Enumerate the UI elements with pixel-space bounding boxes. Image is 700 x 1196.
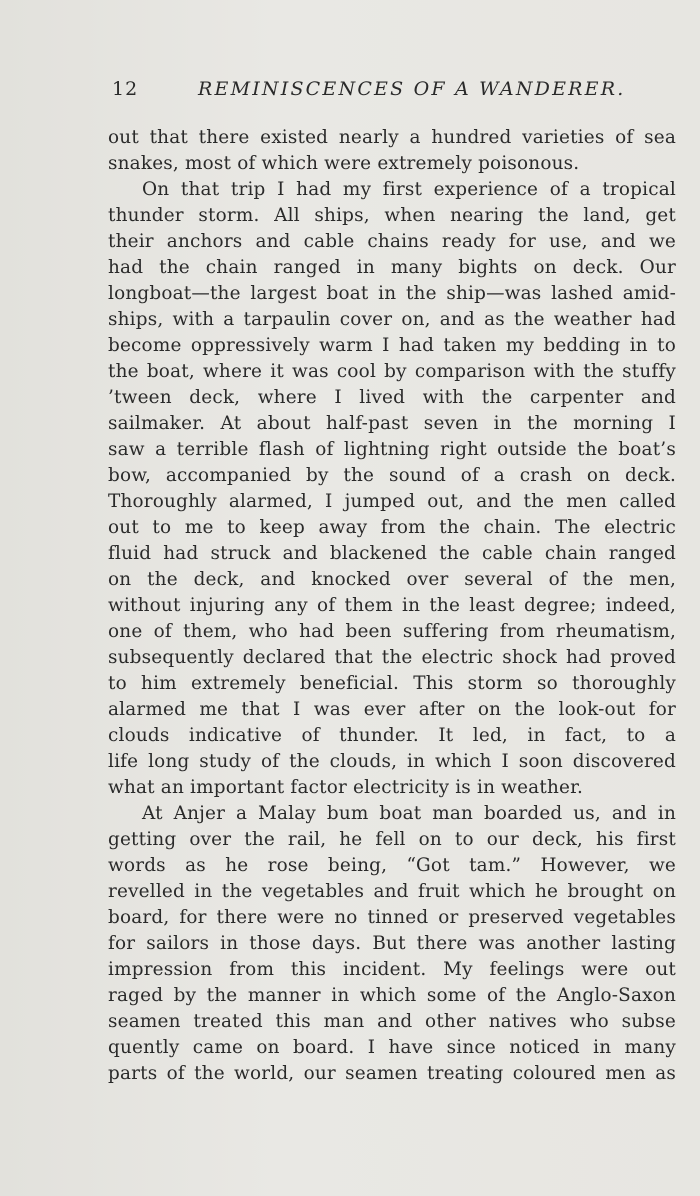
- text-line: bow, accompanied by the sound of a crash on deck.: [108, 465, 676, 486]
- text-line: their anchors and cable chains ready for use, and we: [108, 231, 676, 252]
- text-line: getting over the rail, he fell on to our deck, his first: [108, 829, 676, 850]
- text-line: fluid had struck and blackened the cable chain ranged: [108, 543, 676, 564]
- text-line: on the deck, and knocked over several of the men,: [108, 569, 676, 590]
- text-line: become oppressively warm I had taken my bedding in to: [108, 335, 676, 356]
- text-line: clouds indicative of thunder. It led, in fact, to a: [108, 725, 676, 746]
- text-line: out that there existed nearly a hundred varieties of sea: [108, 127, 676, 148]
- text-line: impression from this incident. My feelings were out: [108, 959, 676, 980]
- text-line: ’tween deck, where I lived with the carpenter and: [108, 387, 676, 408]
- running-title: REMINISCENCES OF A WANDERER.: [198, 78, 626, 100]
- text-line: Thoroughly alarmed, I jumped out, and the men called: [108, 491, 676, 512]
- text-line: what an important factor electricity is in weather.: [108, 777, 584, 798]
- text-line: out to me to keep away from the chain. The electric: [108, 517, 676, 538]
- text-line: for sailors in those days. But there was another lasting: [108, 933, 676, 954]
- text-line: At Anjer a Malay bum boat man boarded us, and in: [142, 803, 676, 824]
- text-line: board, for there were no tinned or preserved vegetables: [108, 907, 676, 928]
- running-head: [112, 78, 672, 108]
- text-line: longboat—the largest boat in the ship—was lashed amid-: [108, 283, 676, 304]
- text-line: sailmaker. At about half-past seven in the morning I: [108, 413, 676, 434]
- text-line: saw a terrible flash of lightning right outside the boat’s: [108, 439, 676, 460]
- text-line: to him extremely beneficial. This storm so thoroughly: [108, 673, 676, 694]
- text-line: without injuring any of them in the least degree; indeed,: [108, 595, 676, 616]
- text-line: one of them, who had been suffering from rheumatism,: [108, 621, 676, 642]
- text-line: seamen treated this man and other natives who subse: [108, 1011, 676, 1032]
- text-line: had the chain ranged in many bights on deck. Our: [108, 257, 676, 278]
- text-line: subsequently declared that the electric shock had proved: [108, 647, 676, 668]
- text-line: ships, with a tarpaulin cover on, and as the weather had: [108, 309, 676, 330]
- page-number: 12: [112, 78, 139, 100]
- text-line: words as he rose being, “Got tam.” However, we: [108, 855, 676, 876]
- body-text: [108, 125, 676, 1087]
- text-line: thunder storm. All ships, when nearing the land, get: [108, 205, 676, 226]
- text-line: revelled in the vegetables and fruit which he brought on: [108, 881, 676, 902]
- text-line: snakes, most of which were extremely poisonous.: [108, 153, 580, 174]
- text-line: life long study of the clouds, in which I soon discovered: [108, 751, 676, 772]
- text-line: the boat, where it was cool by comparison with the stuffy: [108, 361, 676, 382]
- text-line: parts of the world, our seamen treating coloured men as: [108, 1063, 676, 1084]
- text-line: alarmed me that I was ever after on the look-out for: [108, 699, 676, 720]
- text-line: On that trip I had my first experience of a tropical: [142, 179, 676, 200]
- text-line: quently came on board. I have since noticed in many: [108, 1037, 676, 1058]
- text-line: raged by the manner in which some of the Anglo-Saxon: [108, 985, 676, 1006]
